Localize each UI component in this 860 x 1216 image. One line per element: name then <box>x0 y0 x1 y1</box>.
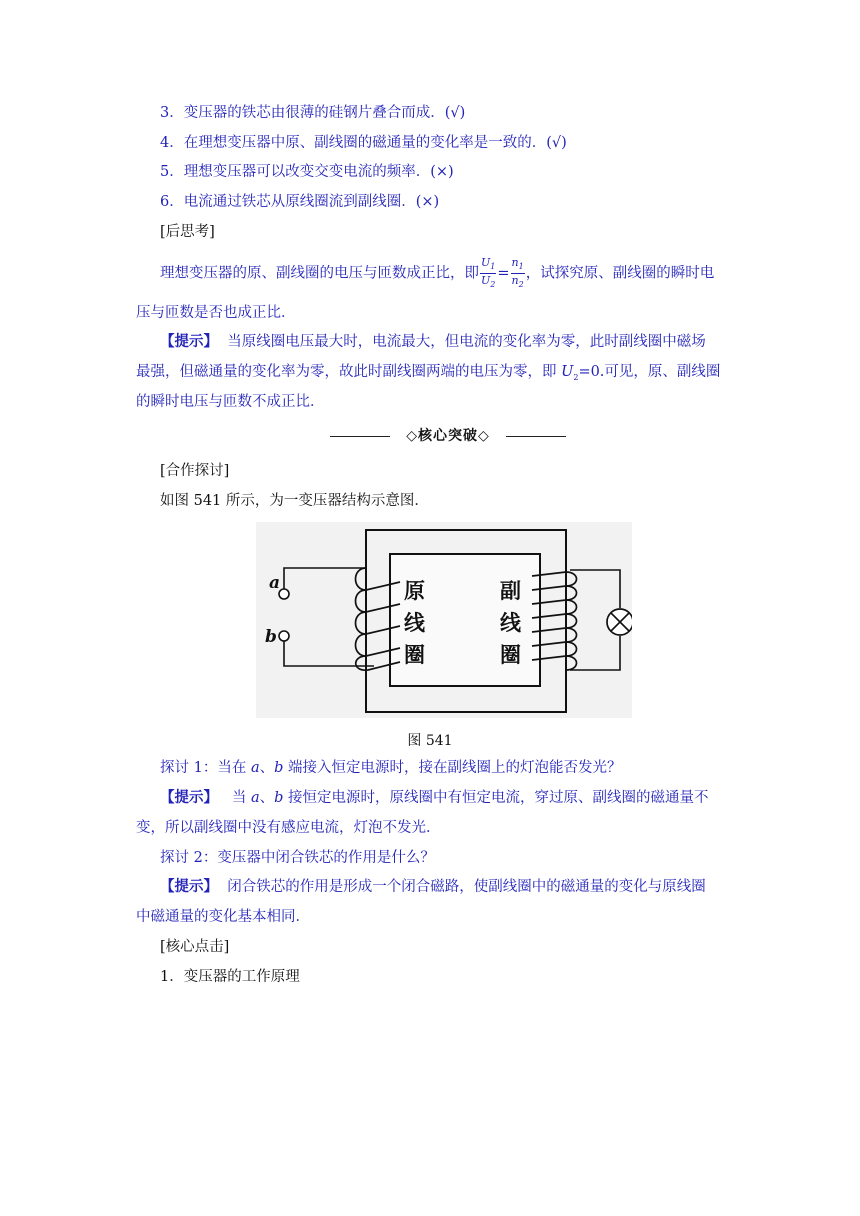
hint-text-cont: 接恒定电源时，原线圈中有恒定电流，穿过原、副线圈的磁通量不 <box>283 790 709 806</box>
question-2: 探讨 2：变压器中闭合铁芯的作用是什么？ <box>160 850 435 866</box>
banner-rule-right <box>506 436 566 437</box>
section-banner <box>330 426 566 446</box>
hint-text: 当原线圈电压最大时，电流最大，但电流的变化率为零，此时副线圈中磁场 <box>227 334 706 350</box>
hint-label: 【提示】 <box>160 878 218 895</box>
question-text-cont: ，试探究原、副线圈的瞬时电 <box>525 265 715 282</box>
question-text: 理想变压器的原、副线圈的电压与匝数成正比，即 <box>160 265 479 282</box>
after-think-question: 理想变压器的原、副线圈的电压与匝数成正比，即 $\frac{U_1}{U_2}$ = $\frac{n_1}{n_2}$ ，试探究原、副线圈的瞬时电 <box>160 256 715 290</box>
hint-label: 【提示】 <box>160 333 218 350</box>
secondary-label-2: 线 <box>500 611 521 635</box>
banner-title: ◇核心突破◇ <box>406 428 490 444</box>
q1-b: b <box>274 760 284 776</box>
label-b: b <box>265 627 277 647</box>
hint-b: b <box>274 790 284 806</box>
core-heading: [核心点击] <box>160 939 230 955</box>
hint-block-1-line3: 的瞬时电压与匝数不成正比． <box>136 394 325 410</box>
q1-a: a <box>250 760 260 776</box>
figure-caption: 图 541 <box>407 733 453 749</box>
q1-text: 探讨 1：当在 <box>160 760 251 776</box>
hint-text: 当 <box>231 790 251 806</box>
hint-block-3-line2: 中磁通量的变化基本相同． <box>136 909 310 925</box>
hint-text: =0.可见，原、副线圈 <box>578 364 721 380</box>
hint-text: 最强，但磁通量的变化率为零，故此时副线圈两端的电压为零，即 <box>136 364 557 380</box>
terminal-b <box>279 631 289 641</box>
q1-text-cont: 端接入恒定电源时，接在副线圈上的灯泡能否发光？ <box>283 760 622 776</box>
secondary-label-1: 副 <box>500 579 521 603</box>
hint-block-2 <box>160 788 709 808</box>
primary-label-1: 原 <box>404 579 425 603</box>
hint-label: 【提示】 <box>160 789 218 806</box>
q1-sep: 、 <box>259 760 275 776</box>
hint-block-1 <box>160 332 706 352</box>
hint-text: 闭合铁芯的作用是形成一个闭合磁路，使副线圈中的磁通量的变化与原线圈 <box>227 879 706 895</box>
u2-sub: 2 <box>573 372 579 382</box>
list-item-4: 4．在理想变压器中原、副线圈的磁通量的变化率是一致的．(√) <box>160 135 567 151</box>
after-think-question-line2: 压与匝数是否也成正比． <box>136 305 296 321</box>
transformer-svg <box>256 522 632 718</box>
list-item-5: 5．理想变压器可以改变交变电流的频率．(×) <box>160 164 454 180</box>
explore-intro: 如图 541 所示，为一变压器结构示意图． <box>160 493 429 509</box>
hint-block-3 <box>160 877 706 897</box>
hint-a: a <box>250 790 260 806</box>
list-item-3: 3．变压器的铁芯由很薄的硅钢片叠合而成．(√) <box>160 105 466 121</box>
explore-heading: [合作探讨] <box>160 463 230 479</box>
turns-ratio: $\frac{n_1}{n_2}$ <box>511 256 524 290</box>
hint-block-1-line2 <box>136 362 720 388</box>
u2-symbol: U <box>561 364 574 380</box>
after-think-heading: [后思考] <box>160 224 215 240</box>
list-item-6: 6．电流通过铁芯从原线圈流到副线圈．(×) <box>160 194 440 210</box>
hint-block-2-line2: 变，所以副线圈中没有感应电流，灯泡不发光． <box>136 820 441 836</box>
primary-label-3: 圈 <box>404 643 425 667</box>
question-1 <box>160 758 622 778</box>
transformer-diagram <box>256 522 632 718</box>
hint-sep: 、 <box>259 790 275 806</box>
banner-rule-left <box>330 436 390 437</box>
secondary-label-3: 圈 <box>500 643 521 667</box>
core-item-1: 1．变压器的工作原理 <box>160 969 300 985</box>
voltage-ratio: $\frac{U_1}{U_2}$ <box>481 256 496 290</box>
label-a: a <box>269 573 281 593</box>
terminal-a <box>279 589 289 599</box>
primary-label-2: 线 <box>404 611 425 635</box>
